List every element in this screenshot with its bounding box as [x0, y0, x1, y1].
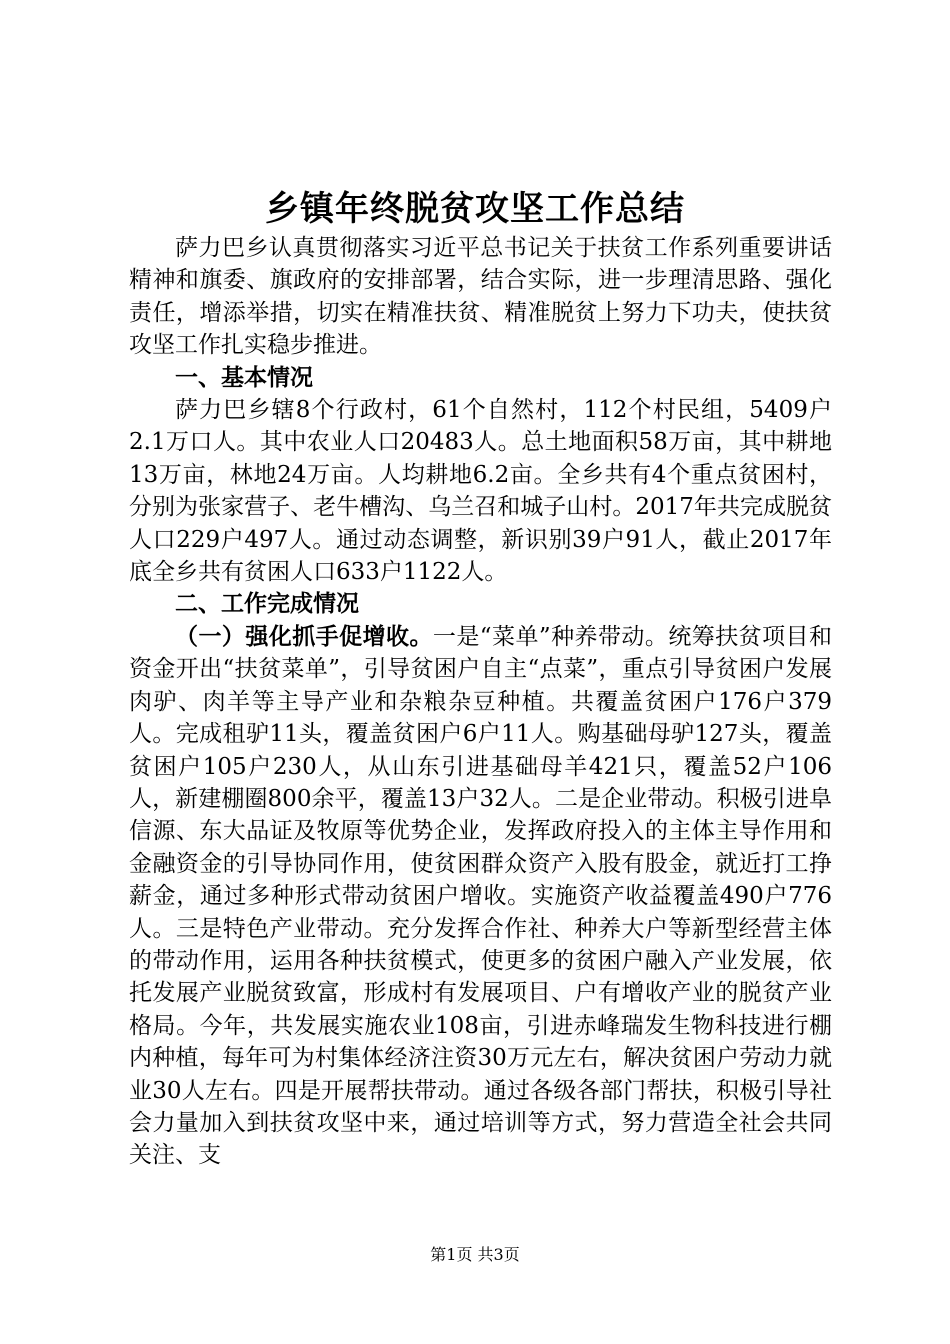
- intro-paragraph: 萨力巴乡认真贯彻落实习近平总书记关于扶贫工作系列重要讲话精神和旗委、旗政府的安排部署，结合实际，进一步理清思路、强化责任，增添举措，切实在精准扶贫、精准脱贫上努力下功夫，使扶贫攻坚工作扎实稳步推进。: [129, 235, 832, 359]
- subsection-text: 一是“菜单”种养带动。统筹扶贫项目和资金开出“扶贫菜单”，引导贫困户自主“点菜”，重点引导贫困户发展肉驴、肉羊等主导产业和杂粮杂豆种植。共覆盖贫困户176户379人。完成租驴11头，覆盖贫困户6户11人。购基础母驴127头，覆盖贫困户105户230人，从山东引进基础母羊421只，覆盖52户106人，新建棚圈800余平，覆盖13户32人。二是企业带动。积极引进阜信源、东大品证及牧原等优势企业，发挥政府投入的主体主导作用和金融资金的引导协同作用，使贫困群众资产入股有股金，就近打工挣薪金，通过多种形式带动贫困户增收。实施资产收益覆盖490户776人。三是特色产业带动。充分发挥合作社、种养大户等新型经营主体的带动作用，运用各种扶贫模式，使更多的贫困户融入产业发展，依托发展产业脱贫致富，形成村有发展项目、户有增收产业的脱贫产业格局。今年，共发展实施农业108亩，引进赤峰瑞发生物科技进行棚内种植，每年可为村集体经济注资30万元左右，解决贫困户劳动力就业30人左右。四是开展帮扶带动。通过各级各部门帮扶，积极引导社会力量加入到扶贫攻坚中来，通过培训等方式，努力营造全社会共同关注、支: [129, 623, 832, 1169]
- section-heading-basic: 一、基本情况: [175, 363, 313, 391]
- basic-situation-paragraph: 萨力巴乡辖8个行政村，61个自然村，112个村民组，5409户2.1万口人。其中农业人口20483人。总土地面积58万亩，其中耕地13万亩，林地24万亩。人均耕地6.2亩。全乡共有4个重点贫困村，分别为张家营子、老牛槽沟、乌兰召和城子山村。2017年共完成脱贫人口229户497人。通过动态调整，新识别39户91人，截止2017年底全乡共有贫困人口633户1122人。: [129, 397, 832, 586]
- section-heading-work: 二、工作完成情况: [175, 590, 359, 618]
- page-footer: 第1页 共3页: [430, 1245, 520, 1264]
- work-paragraph: [129, 621, 832, 1172]
- document-title: 乡镇年终脱贫攻坚工作总结: [265, 189, 685, 229]
- document-body: [129, 232, 832, 1172]
- subsection-lead: （一）强化抓手促增收。: [175, 622, 433, 650]
